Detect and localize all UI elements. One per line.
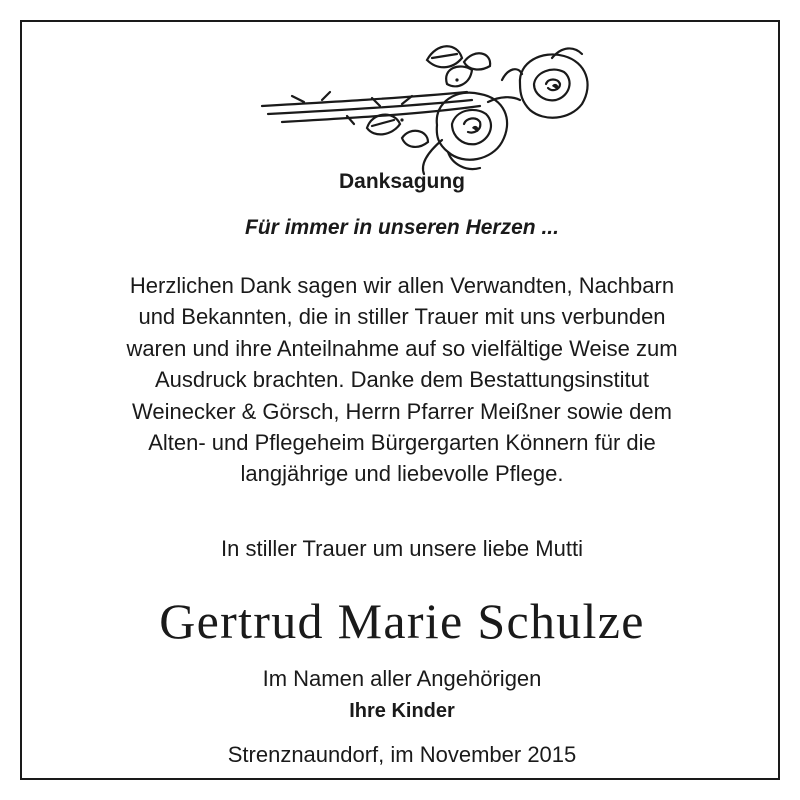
message-line: und Bekannten, die in stiller Trauer mit uns verbunden [138,304,666,330]
roses-illustration-icon [252,40,597,180]
notice-frame [20,20,780,780]
message-line: waren und ihre Anteilnahme auf so vielfältige Weise zum [126,335,678,361]
message-paragraph [22,270,782,490]
message-line: Weinecker & Görsch, Herrn Pfarrer Meißner sowie dem [132,398,672,424]
place-date: Strenznaundorf, im November 2015 [227,742,577,767]
motto: Für immer in unseren Herzen ... [245,216,559,239]
signatories: Ihre Kinder [349,700,455,722]
deceased-name: Gertrud Marie Schulze [159,593,645,649]
message-line: Herzlichen Dank sagen wir allen Verwandten, Nachbarn [129,273,675,298]
message-line: Ausdruck brachten. Danke dem Bestattungsinstitut [154,367,650,393]
message-line: langjährige und liebevolle Pflege. [240,461,564,487]
signoff: Im Namen aller Angehörigen [262,666,542,691]
heading: Danksagung [338,170,466,193]
message-line: Alten- und Pflegeheim Bürgergarten Könnern für die [148,430,656,456]
mourning-intro: In stiller Trauer um unsere liebe Mutti [221,536,583,561]
